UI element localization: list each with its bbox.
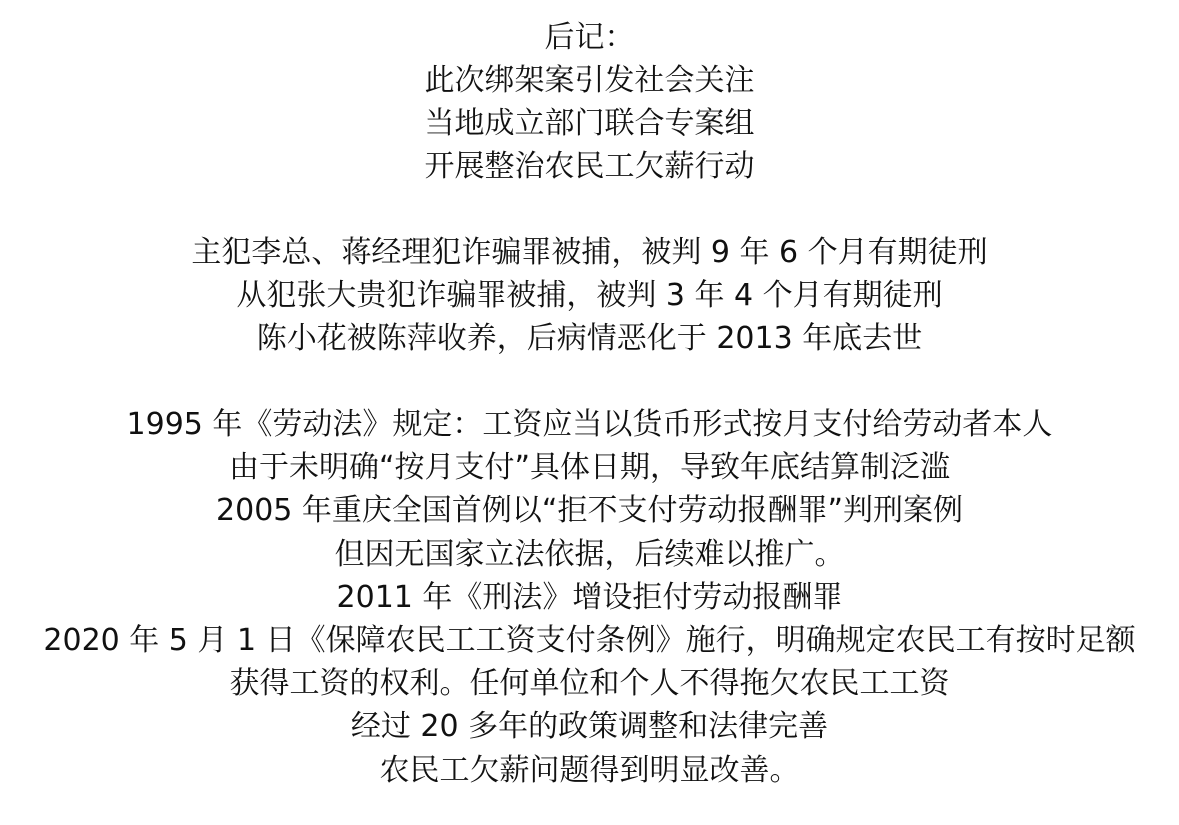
- text-line: 但因无国家立法依据，后续难以推广。: [334, 536, 845, 572]
- text-line: 由于未明确“按月支付”具体日期，导致年底结算制泛滥: [228, 450, 951, 486]
- legal-history: [0, 403, 1179, 792]
- text-line: 陈小花被陈萍收养，后病情恶化于 2013 年底去世: [256, 321, 923, 356]
- text-line: 主犯李总、蒋经理犯诈骗罪被捕，被判 9 年 6 个月有期徒刑: [191, 235, 988, 270]
- text-line: 从犯张大贵犯诈骗罪被捕，被判 3 年 4 个月有期徒刑: [236, 278, 943, 313]
- text-line: 此次绑架案引发社会关注: [424, 63, 755, 98]
- text-line: 开展整治农民工欠薪行动: [424, 149, 755, 184]
- text-line: 当地成立部门联合专案组: [424, 106, 755, 141]
- afterword-heading: 后记：: [544, 20, 635, 55]
- text-line: 2005 年重庆全国首例以“拒不支付劳动报酬罪”判刑案例: [216, 493, 963, 529]
- text-line: 1995 年《劳动法》规定：工资应当以货币形式按月支付给劳动者本人: [126, 407, 1053, 442]
- case-outcome: [0, 231, 1179, 360]
- text-line: 2011 年《刑法》增设拒付劳动报酬罪: [336, 579, 843, 615]
- text-line: 经过 20 多年的政策调整和法律完善: [350, 709, 829, 745]
- text-line: 获得工资的权利。任何单位和个人不得拖欠农民工工资: [229, 666, 950, 702]
- paragraph-gap: [0, 188, 1179, 231]
- text-line: 农民工欠薪问题得到明显改善。: [379, 752, 800, 788]
- text-line: 2020 年 5 月 1 日《保障农民工工资支付条例》施行，明确规定农民工有按时足额: [43, 622, 1136, 658]
- paragraph-gap: [0, 360, 1179, 403]
- afterword-intro: [0, 16, 1179, 188]
